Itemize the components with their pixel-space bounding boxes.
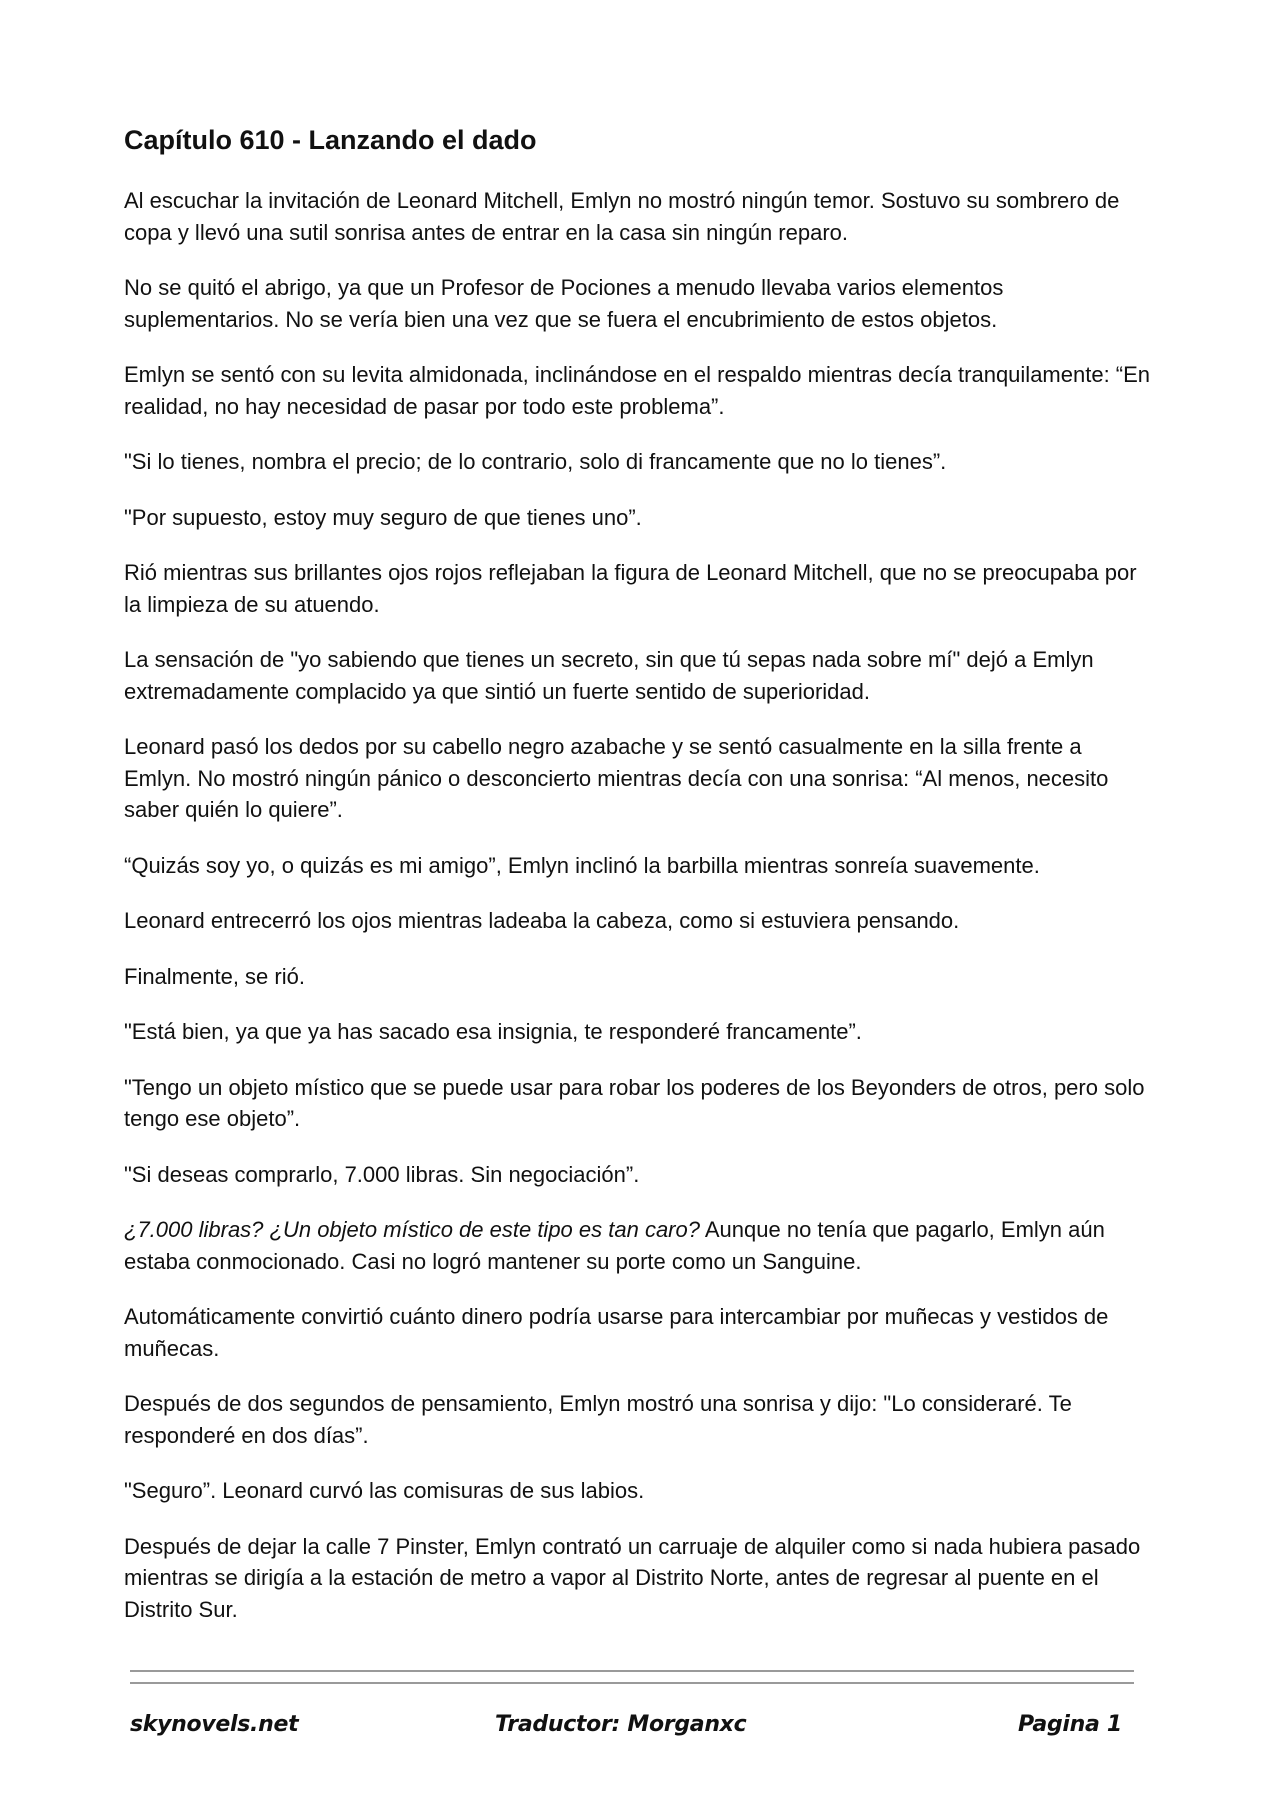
paragraph bbox=[124, 1072, 1154, 1135]
paragraph-text: Finalmente, se rió. bbox=[124, 963, 305, 989]
footer-site: skynovels.net bbox=[130, 1712, 299, 1737]
paragraph bbox=[124, 1159, 1154, 1191]
chapter-title: Capítulo 610 - Lanzando el dado bbox=[124, 125, 537, 155]
paragraph bbox=[124, 1531, 1154, 1626]
paragraph bbox=[124, 731, 1154, 826]
paragraph-text: Después de dos segundos de pensamiento, Emlyn mostró una sonrisa y dijo: "Lo consideraré. Te responderé en dos días”. bbox=[124, 1391, 1072, 1448]
footer-translator: Traductor: Morganxc bbox=[495, 1712, 747, 1737]
paragraph bbox=[124, 446, 1154, 478]
paragraph-italic-thought: ¿7.000 libras? ¿Un objeto místico de este tipo es tan caro? bbox=[124, 1217, 700, 1242]
paragraph bbox=[124, 1016, 1154, 1048]
paragraph-text: Leonard pasó los dedos por su cabello negro azabache y se sentó casualmente en la silla frente a Emlyn. No mostró ningún pánico o desconcierto mientras decía con una sonrisa: “Al menos, necesito saber quién lo quiere”. bbox=[124, 734, 1109, 822]
paragraph-text: Emlyn se sentó con su levita almidonada, inclinándose en el respaldo mientras decía tranquilamente: “En realidad, no hay necesidad de pasar por todo este problema”. bbox=[124, 362, 1151, 419]
footer-page-number: Pagina 1 bbox=[1018, 1712, 1122, 1737]
paragraph-text: Aunque no tenía que pagarlo, Emlyn aún estaba conmocionado. Casi no logró mantener su porte como un Sanguine. bbox=[124, 1217, 1105, 1274]
paragraph bbox=[124, 1475, 1154, 1507]
paragraph bbox=[124, 272, 1154, 335]
paragraph-text: "Si lo tienes, nombra el precio; de lo contrario, solo di francamente que no lo tienes”. bbox=[124, 449, 947, 474]
paragraph bbox=[124, 359, 1154, 422]
paragraph-text: Automáticamente convirtió cuánto dinero podría usarse para intercambiar por muñecas y vestidos de muñecas. bbox=[124, 1304, 1109, 1361]
paragraph-text: "Tengo un objeto místico que se puede usar para robar los poderes de los Beyonders de otros, pero solo tengo ese objeto”. bbox=[124, 1074, 1145, 1131]
paragraph-text: “Quizás soy yo, o quizás es mi amigo”, Emlyn inclinó la barbilla mientras sonreía suavemente. bbox=[124, 852, 1040, 878]
paragraph bbox=[124, 1214, 1154, 1277]
paragraph-text: La sensación de "yo sabiendo que tienes un secreto, sin que tú sepas nada sobre mí" dejó a Emlyn extremadamente complacido ya que sintió un fuerte sentido de superioridad. bbox=[124, 647, 1094, 704]
paragraph bbox=[124, 185, 1154, 248]
paragraph-text: No se quitó el abrigo, ya que un Profesor de Pociones a menudo llevaba varios elementos suplementarios. No se vería bien una vez que se fuera el encubrimiento de estos objetos. bbox=[124, 275, 1004, 332]
paragraph-text: Leonard entrecerró los ojos mientras ladeaba la cabeza, como si estuviera pensando. bbox=[124, 908, 960, 933]
paragraph-text: Al escuchar la invitación de Leonard Mitchell, Emlyn no mostró ningún temor. Sostuvo su sombrero de copa y llevó una sutil sonrisa antes de entrar en la casa sin ningún reparo. bbox=[124, 188, 1120, 245]
paragraph-text: Después de dejar la calle 7 Pinster, Emlyn contrató un carruaje de alquiler como si nada hubiera pasado mientras se dirigía a la estación de metro a vapor al Distrito Norte, antes de regresar al puente en el Distrito Sur. bbox=[124, 1533, 1141, 1622]
paragraph bbox=[124, 502, 1154, 534]
paragraph bbox=[124, 1301, 1154, 1364]
paragraph-text: "Si deseas comprarlo, 7.000 libras. Sin negociación”. bbox=[124, 1161, 640, 1187]
paragraph bbox=[124, 961, 1154, 993]
paragraph-text: "Por supuesto, estoy muy seguro de que tienes uno”. bbox=[124, 504, 642, 530]
paragraph bbox=[124, 1388, 1154, 1451]
document-body bbox=[124, 122, 1154, 1649]
paragraph bbox=[124, 905, 1154, 937]
paragraph-text: "Está bien, ya que ya has sacado esa insignia, te responderé francamente”. bbox=[124, 1019, 862, 1044]
paragraph-text: Rió mientras sus brillantes ojos rojos reflejaban la figura de Leonard Mitchell, que no se preocupaba por la limpieza de su atuendo. bbox=[124, 560, 1137, 617]
paragraph bbox=[124, 557, 1154, 620]
footer-divider-top bbox=[130, 1670, 1134, 1672]
paragraph-text: "Seguro”. Leonard curvó las comisuras de sus labios. bbox=[124, 1478, 645, 1503]
paragraph bbox=[124, 644, 1154, 707]
footer-divider-bottom bbox=[130, 1682, 1134, 1684]
paragraph bbox=[124, 850, 1154, 882]
